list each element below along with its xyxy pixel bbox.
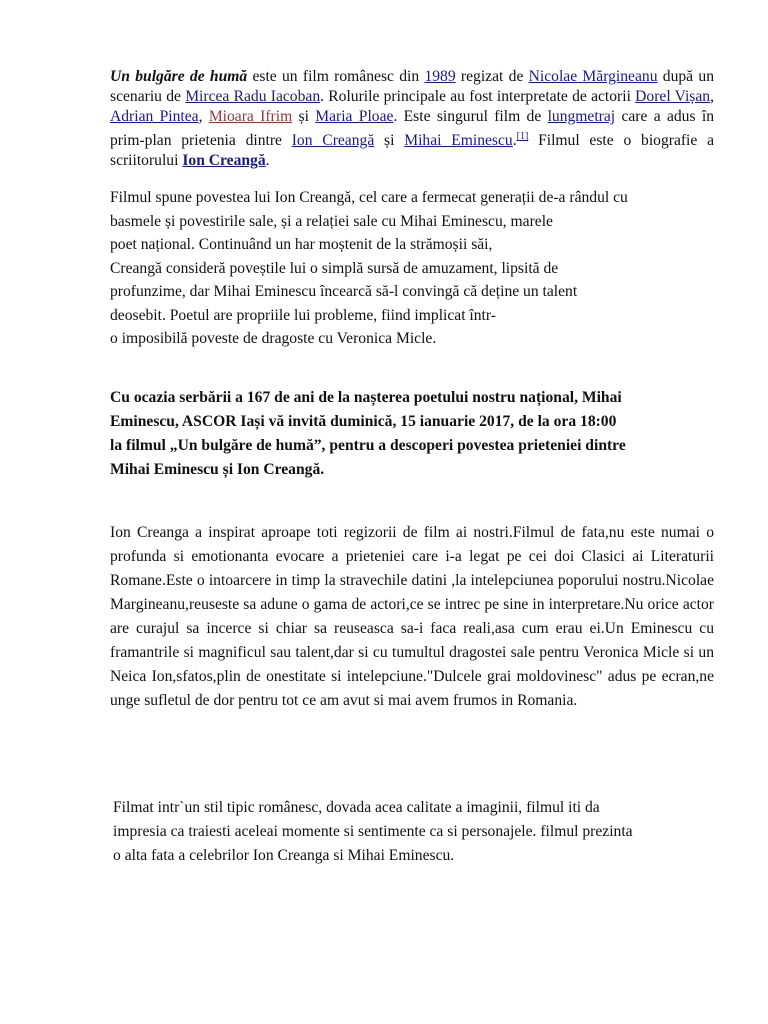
intro-text: și: [292, 108, 316, 125]
intro-text: ,: [710, 88, 714, 105]
intro-text: . Rolurile principale au fost interpretate de actorii: [320, 88, 636, 105]
announcement-line: la filmul „Un bulgăre de humă”, pentru a descoperi povestea prieteniei dintre: [110, 437, 626, 454]
intro-text: ,: [198, 108, 209, 125]
story-line: o imposibilă poveste de dragoste cu Veronica Micle.: [110, 330, 437, 347]
announcement-line: Eminescu, ASCOR Iași vă invită duminică, 15 ianuarie 2017, de la ora 18:00: [110, 413, 617, 430]
link-mihai-eminescu[interactable]: Mihai Eminescu: [404, 132, 513, 150]
link-year[interactable]: 1989: [424, 68, 456, 85]
link-actor-adrian-pintea[interactable]: Adrian Pintea: [110, 108, 199, 125]
intro-text: și: [374, 132, 405, 150]
link-lungmetraj[interactable]: lungmetraj: [547, 108, 616, 125]
story-line: deosebit. Poetul are propriile lui probleme, fiind implicat într-: [110, 306, 496, 324]
story-line: Creangă consideră poveștile lui o simplă sursă de amuzament, lipsită de: [110, 259, 559, 277]
film-title: Un bulgăre de humă: [110, 68, 248, 85]
review-paragraph: [110, 521, 714, 713]
link-ion-creanga[interactable]: Ion Creangă: [291, 132, 375, 150]
closing-line: o alta fata a celebrilor Ion Creanga si Mihai Eminescu.: [113, 847, 455, 864]
intro-text: Filmul este o biografie a scriitorului: [110, 132, 714, 170]
link-writer[interactable]: Mircea Radu Iacoban: [185, 88, 321, 105]
intro-text: .: [512, 132, 517, 150]
event-announcement: [110, 386, 714, 482]
link-actor-maria-ploae[interactable]: Maria Ploae: [315, 108, 394, 125]
closing-paragraph: [113, 796, 717, 868]
intro-text: după un scenariu de: [110, 68, 714, 105]
intro-text: .: [265, 152, 270, 170]
review-text: Ion Creanga a inspirat aproape toti regizorii de film ai nostri.Filmul de fata,nu este numai o profunda si emotionanta evocare a prieteniei care i-a legat pe cei doi Clasici ai Literaturii Romane.Este o intoarcere in timp la stravechile datini ,la intelepciunea poporului nostru.Nicolae Margineanu,reuseste sa adune o gama de actori,ce se intrec pe sine in interpretare.Nu orice actor are curajul sa incerce si chiar sa reuseasca sa-i faca reali,asa cum erau ei.Un Eminescu cu framantrile si magnificul sau talent,dar si cu tumultul dragostei sale pentru Veronica Micle si un Neica Ion,sfatos,plin de onestitate si intelepciune."Dulcele grai moldovinesc" adus pe ecran,ne unge sufletul de dor pentru tot ce am avut si mai avem frumos in Romania.: [110, 524, 714, 709]
closing-line: Filmat intr`un stil tipic românesc, dovada acea calitate a imaginii, filmul iti da: [113, 799, 600, 816]
link-actor-dorel-visan[interactable]: Dorel Vișan: [635, 88, 711, 105]
reference-link[interactable]: [1]: [516, 131, 529, 142]
link-actor-mioara-ifrim[interactable]: Mioara Ifrim: [208, 108, 293, 125]
link-director[interactable]: Nicolae Mărgineanu: [528, 68, 658, 85]
story-line: profunzime, dar Mihai Eminescu încearcă să-l convingă că deține un talent: [110, 283, 578, 300]
intro-text: este un film românesc din: [247, 68, 425, 85]
announcement-line: Mihai Eminescu și Ion Creangă.: [110, 461, 325, 478]
announcement-line: Cu ocazia serbării a 167 de ani de la nașterea poetului nostru național, Mihai: [110, 389, 622, 406]
intro-text: regizat de: [455, 68, 529, 85]
story-paragraph: [110, 186, 714, 351]
story-line: Filmul spune povestea lui Ion Creangă, cel care a fermecat generații de-a rândul cu: [110, 189, 628, 206]
intro-text: . Este singurul film de: [393, 108, 548, 125]
intro-text: care a adus în prim-plan prietenia dintre: [110, 108, 714, 150]
story-line: basmele și povestirile sale, și a relației sale cu Mihai Eminescu, marele: [110, 212, 553, 230]
story-line: poet național. Continuând un har moștenit de la strămoșii săi,: [110, 236, 493, 253]
intro-paragraph: [110, 67, 714, 171]
closing-line: impresia ca traiesti aceleai momente si sentimente ca si personajele. filmul prezinta: [113, 823, 633, 840]
link-ion-creanga-2[interactable]: Ion Creangă: [182, 152, 266, 170]
